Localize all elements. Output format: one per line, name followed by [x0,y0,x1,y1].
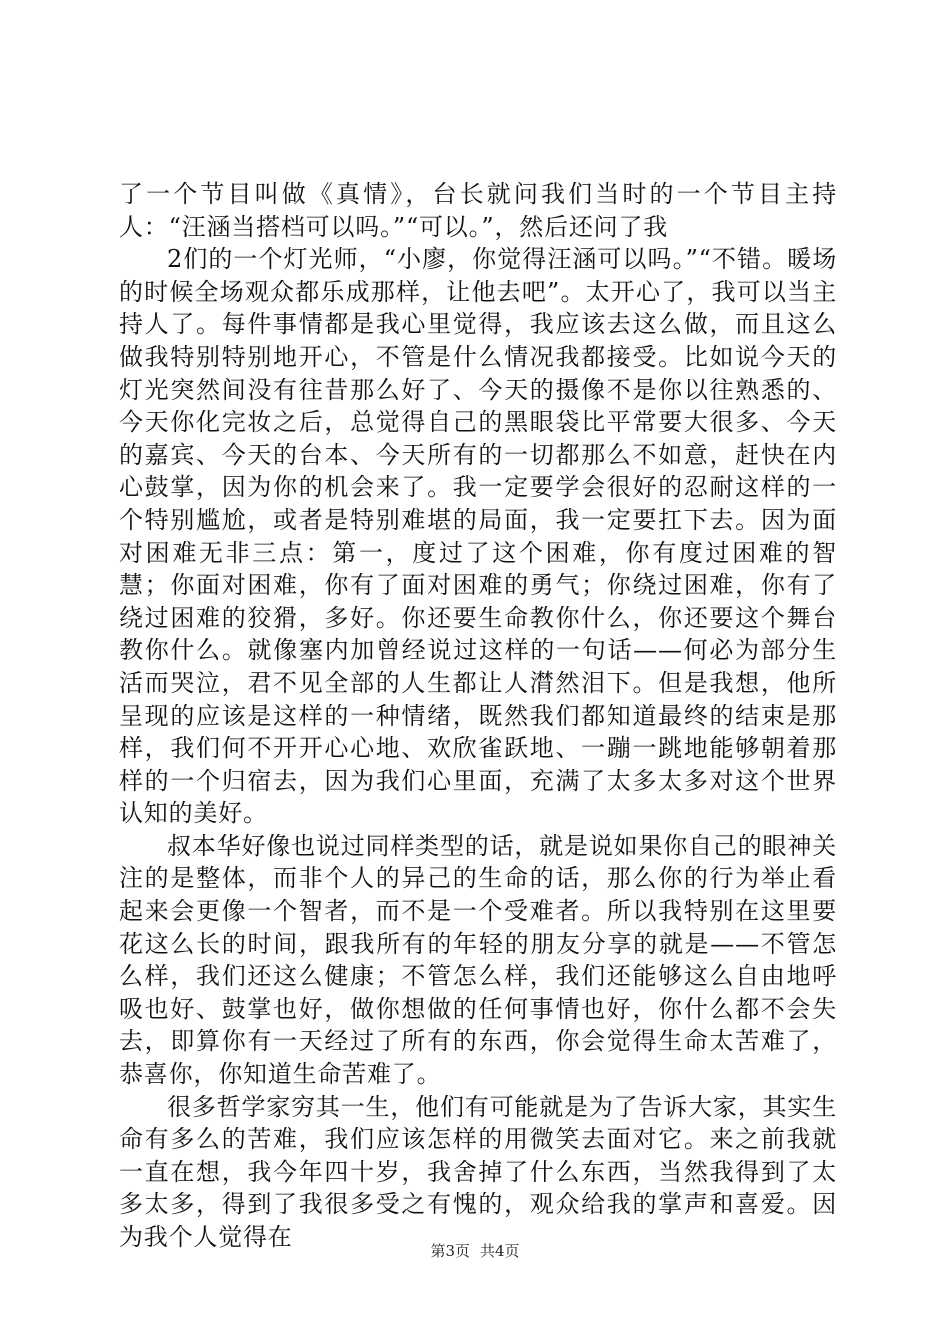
page-number: 第3页 [430,1242,470,1260]
page-total: 共4页 [480,1242,520,1260]
paragraph-3: 叔本华好像也说过同样类型的话，就是说如果你自己的眼神关注的是整体，而非个人的异己的生命的话，那么你的行为举止看起来会更像一个智者，而不是一个受难者。所以我特别在这里要花这么长的时间，跟我所有的年轻的朋友分享的就是——不管怎么样，我们还这么健康；不管怎么样，我们还能够这么自由地呼吸也好、鼓掌也好，做你想做的任何事情也好，你什么都不会失去，即算你有一天经过了所有的东西，你会觉得生命太苦难了，恭喜你，你知道生命苦难了。 [119,831,837,1089]
body-text [119,178,837,1254]
page-footer [0,1240,950,1261]
paragraph-4: 很多哲学家穷其一生，他们有可能就是为了告诉大家，其实生命有多么的苦难，我们应该怎样的用微笑去面对它。来之前我就一直在想，我今年四十岁，我舍掉了什么东西，当然我得到了太多太多，得到了我很多受之有愧的，观众给我的掌声和喜爱。因为我个人觉得在 [119,1092,837,1251]
paragraph-2: 2们的一个灯光师，“小廖，你觉得汪涵可以吗。”“不错。暖场的时候全场观众都乐成那样，让他去吧”。太开心了，我可以当主持人了。每件事情都是我心里觉得，我应该去这么做，而且这么做我特别特别地开心，不管是什么情况我都接受。比如说今天的灯光突然间没有往昔那么好了、今天的摄像不是你以往熟悉的、今天你化完妆之后，总觉得自己的黑眼袋比平常要大很多、今天的嘉宾、今天的台本、今天所有的一切都那么不如意，赶快在内心鼓掌，因为你的机会来了。我一定要学会很好的忍耐这样的一个特别尴尬，或者是特别难堪的局面，我一定要扛下去。因为面对困难无非三点：第一，度过了这个困难，你有度过困难的智慧；你面对困难，你有了面对困难的勇气；你绕过困难，你有了绕过困难的狡猾，多好。你还要生命教你什么，你还要这个舞台教你什么。就像塞内加曾经说过这样的一句话——何必为部分生活而哭泣，君不见全部的人生都让人潸然泪下。但是我想，他所呈现的应该是这样的一种情绪，既然我们都知道最终的结束是那样，我们何不开开心心地、欢欣雀跃地、一蹦一跳地能够朝着那样的一个归宿去，因为我们心里面，充满了太多太多对这个世界认知的美好。 [119,245,837,828]
paragraph-1: 了一个节目叫做《真情》，台长就问我们当时的一个节目主持人：“汪涵当搭档可以吗。”“可以。”，然后还问了我 [119,180,837,241]
